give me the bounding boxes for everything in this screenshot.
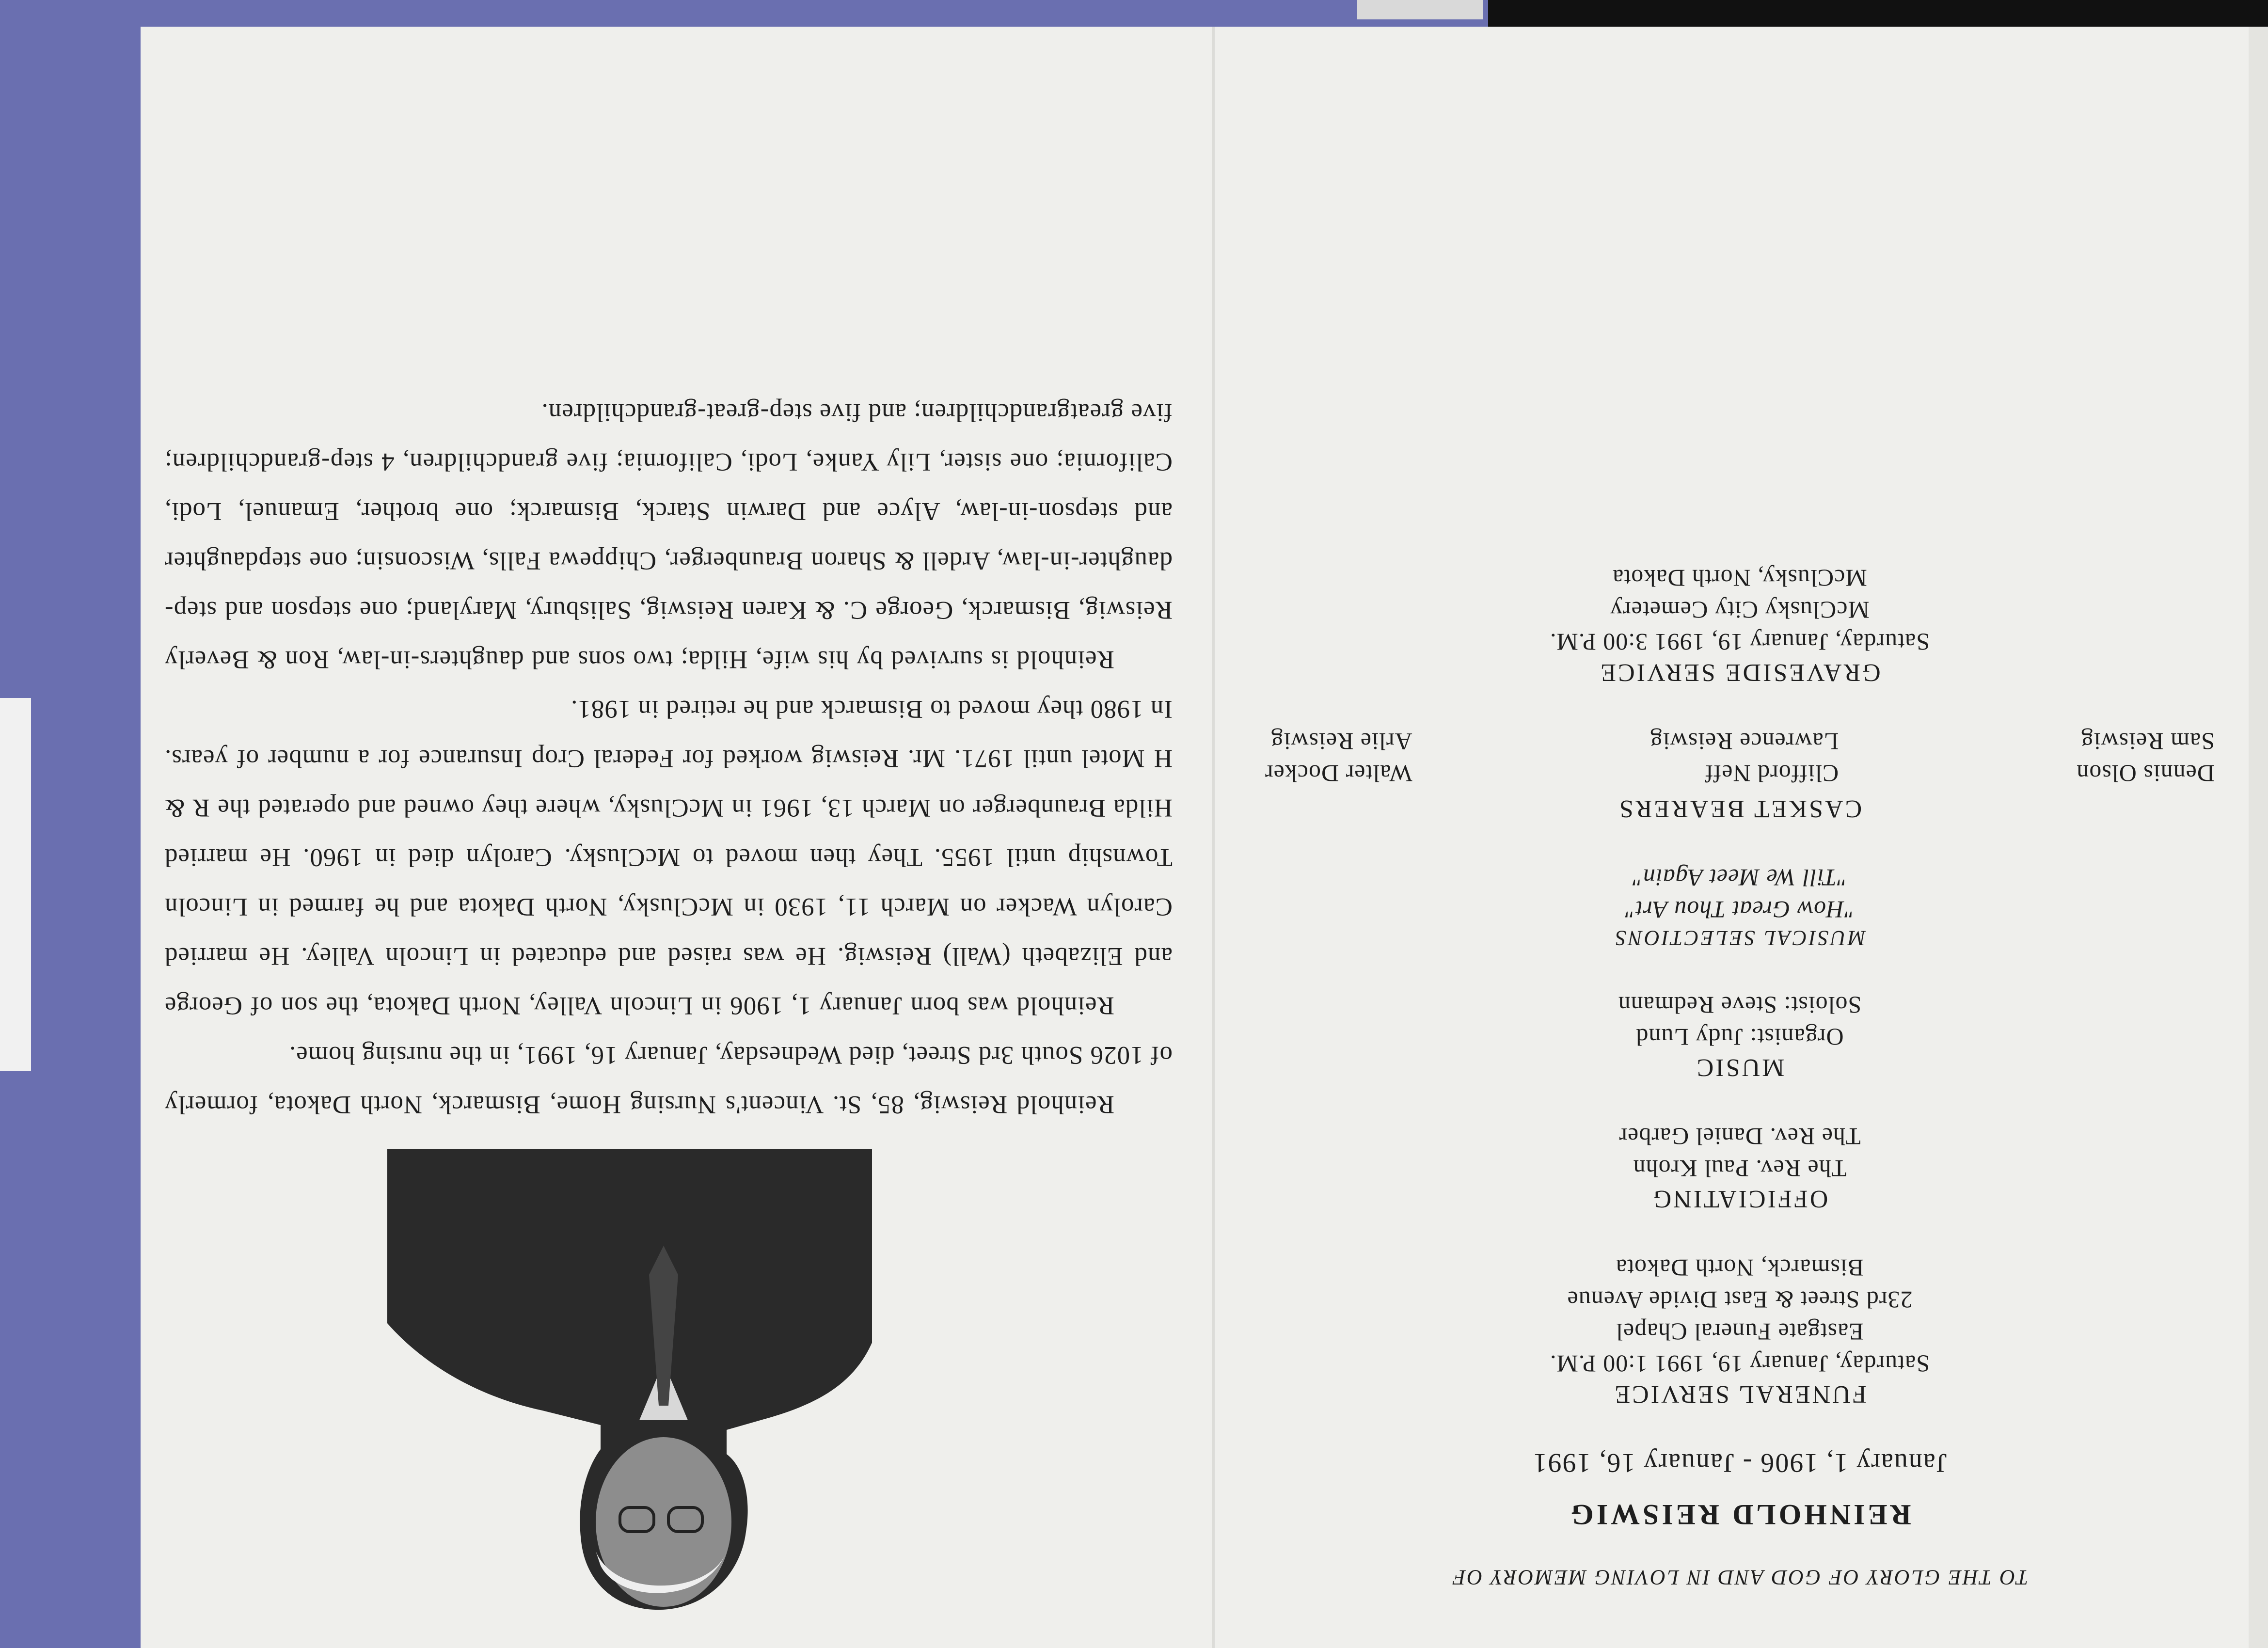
upside-down-content [141, 27, 2268, 1648]
bearer-name: Arlie Reiswig [1270, 728, 1412, 755]
selection: "How Great Thou Art" [1624, 896, 1855, 923]
music-title: MUSIC [1695, 1054, 1785, 1081]
musical-selections-title: MUSICAL SELECTIONS [1614, 926, 1866, 950]
memorial-folder [141, 27, 2268, 1648]
obituary-paragraph: Reinhold is survived by his wife, Hilda; two sons and daughters-in-law, Ron & Beverly Reiswig, Bismarck, George C. & Karen Reiswig, Salisbury, Maryland; one stepson and step-daughter-in-law, Ardell & Sharon Braunberger, Chippewa Falls, Wisconsin; one stepdaughter and stepson-in-law, Alyce and Darwin Starck, Bismarck; one brother, Emanuel, Lodi, California; one sister, Lily Yanke, Lodi, California; five grandchildren, 4 step-grandchildren; five greatgrandchildren; and five step-great-grandchildren. [164, 398, 1173, 674]
obituary-paragraph: Reinhold Reiswig, 85, St. Vincent's Nursing Home, Bismarck, North Dakota, formerly of 1026 South 3rd Street, died Wednesday, January 16, 1991, in the nursing home. [164, 1041, 1173, 1119]
service-program [1231, 78, 2249, 1629]
funeral-line: 23rd Street & East Divide Avenue [1567, 1286, 1913, 1314]
obituary-paragraph: Reinhold was born January 1, 1906 in Lincoln Valley, North Dakota, the son of George and Elizabeth (Wall) Reiswig. He was raised and educated in Lincoln Valley. He married Carolyn Wacker on March 11, 1930 in McClusky, North Dakota and he farmed in Lincoln Township until 1955. They then moved to McClusky. Carolyn died in 1960. He married Hilda Braunberger on March 13, 1961 in McClusky, where they owned and operated the R & H Motel until 1971. Mr. Reiswig worked for Federal Crop Insurance for a number of years. In 1980 they moved to Bismarck and he retired in 1981. [164, 695, 1173, 1020]
funeral-line: Eastgate Funeral Chapel [1616, 1318, 1864, 1346]
bearer-column [1650, 726, 1839, 790]
graveside-line: McClusky City Cemetery [1610, 597, 1870, 624]
graveside-line: Saturday, January 19, 1991 3:00 P.M. [1549, 629, 1930, 656]
officiant: The Rev. Daniel Garber [1618, 1123, 1861, 1150]
dark-backdrop [1488, 0, 2268, 29]
dedication-line: TO THE GLORY OF GOD AND IN LOVING MEMORY OF [1451, 1566, 2029, 1589]
officiating-title: OFFICIATING [1651, 1185, 1828, 1213]
obituary-text [164, 388, 1173, 1129]
funeral-line: Bismarck, North Dakota [1615, 1254, 1864, 1282]
deceased-name: REINHOLD REISWIG [1568, 1499, 1911, 1531]
obituary-panel [164, 48, 1173, 1629]
bearer-name: Dennis Olson [2076, 760, 2215, 787]
bearer-column [2076, 726, 2215, 790]
funeral-line: Saturday, January 19, 1991 1:00 P.M. [1549, 1350, 1930, 1378]
funeral-service-title: FUNERAL SERVICE [1613, 1380, 1867, 1408]
life-dates: January 1, 1906 - January 16, 1991 [1532, 1448, 1947, 1478]
bearer-name: Walter Docker [1265, 760, 1412, 787]
bearer-name: Sam Reiswig [2080, 728, 2215, 755]
bearer-column [1265, 726, 1412, 790]
music-line: Organist: Judy Lund [1635, 1024, 1844, 1051]
graveside-line: McClusky, North Dakota [1612, 565, 1867, 592]
portrait-area [164, 1144, 1173, 1629]
backdrop-tab [0, 698, 31, 1071]
graveside-service-title: GRAVESIDE SERVICE [1599, 659, 1881, 686]
casket-bearers-title: CASKET BEARERS [1617, 795, 1862, 823]
music-line: Soloist: Steve Redmann [1618, 992, 1862, 1019]
bearers-list [1265, 726, 2215, 790]
backdrop-strip [1357, 0, 1483, 19]
bearer-name: Clifford Neff [1704, 760, 1839, 787]
selection: "Till We Meet Again" [1632, 864, 1847, 891]
officiant: The Rev. Paul Krohn [1633, 1155, 1847, 1182]
portrait-photo [387, 1149, 872, 1614]
bearer-name: Lawrence Reiswig [1649, 728, 1839, 755]
